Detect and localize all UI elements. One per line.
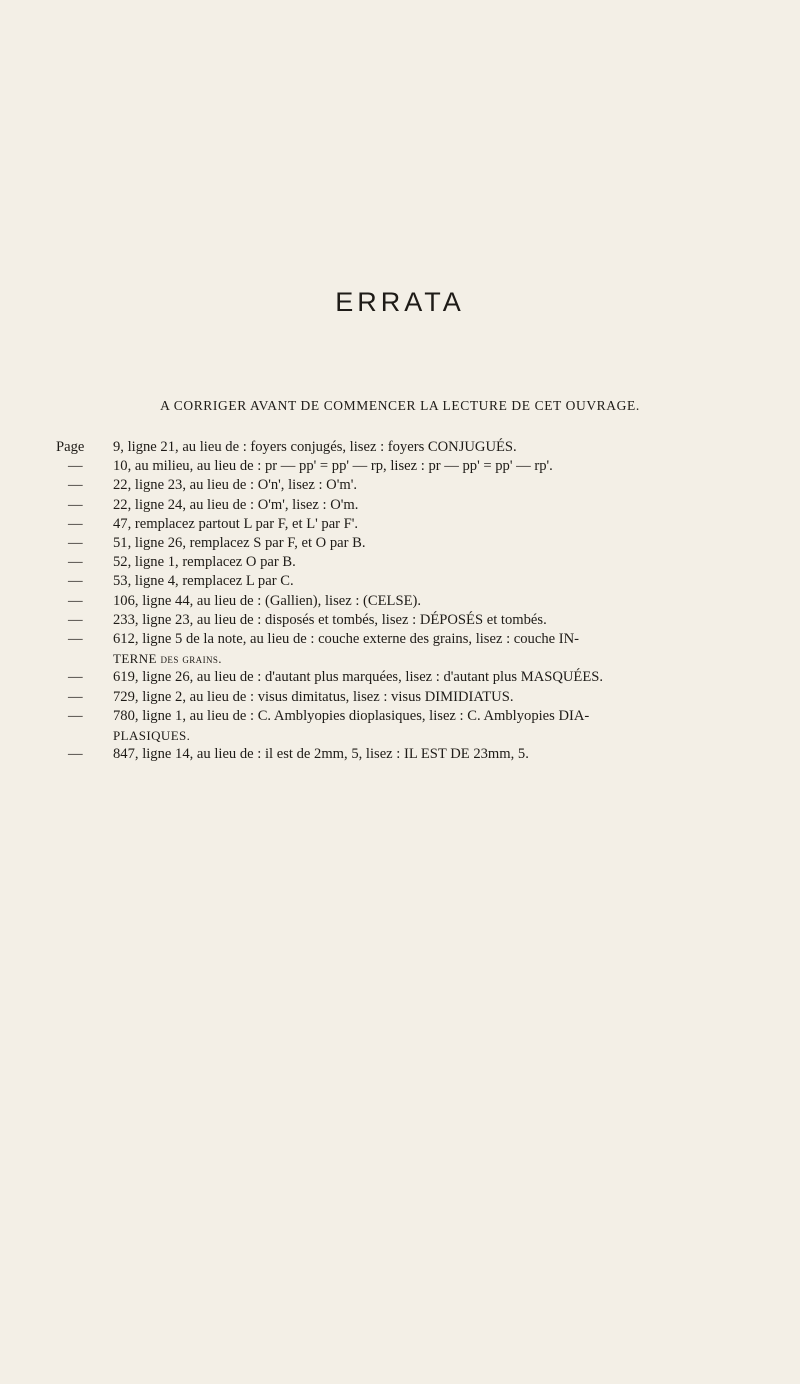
dash-marker: — — [68, 477, 83, 494]
correction-text: 52, ligne 1, remplacez O par B. — [113, 554, 296, 571]
errata-entry — [56, 611, 776, 630]
correction-continuation: TERNE des grains. — [113, 651, 222, 667]
dash-marker: — — [68, 707, 83, 724]
correction-text: 53, ligne 4, remplacez L par C. — [113, 573, 294, 590]
dash-marker: — — [68, 746, 83, 763]
page-title: ERRATA — [335, 287, 465, 317]
dash-marker: — — [68, 458, 83, 475]
dash-marker: — — [68, 573, 83, 590]
correction-text: 619, ligne 26, au lieu de : d'autant plus marquées, lisez : d'autant plus MASQUÉES. — [113, 669, 604, 686]
correction-text: 780, ligne 1, au lieu de : C. Amblyopies dioplasiques, lisez : C. Amblyopies DIA- — [113, 707, 590, 724]
errata-list — [56, 438, 776, 764]
correction-text: 51, ligne 26, remplacez S par F, et O par B. — [113, 535, 366, 552]
errata-entry — [56, 688, 776, 707]
errata-entry — [56, 745, 776, 764]
dash-marker: — — [68, 688, 83, 705]
errata-entry — [56, 707, 776, 745]
errata-entry — [56, 476, 776, 495]
dash-marker: — — [68, 535, 83, 552]
correction-text: 233, ligne 23, au lieu de : disposés et tombés, lisez : DÉPOSÉS et tombés. — [113, 611, 547, 628]
correction-text: 10, au milieu, au lieu de : pr — pp' = pp' — rp, lisez : pr — pp' = pp' — rp'. — [113, 458, 553, 475]
errata-entry — [56, 668, 776, 687]
errata-entry — [56, 438, 776, 457]
errata-entry — [56, 630, 776, 668]
dash-marker: — — [68, 496, 83, 513]
errata-entry — [56, 553, 776, 572]
errata-entry — [56, 515, 776, 534]
correction-text: 106, ligne 44, au lieu de : (Gallien), lisez : (CELSE). — [113, 592, 422, 609]
correction-text: 22, ligne 24, au lieu de : O'm', lisez : O'm. — [113, 496, 359, 513]
dash-marker: — — [68, 515, 83, 532]
correction-continuation: PLASIQUES. — [113, 728, 191, 744]
correction-text: 612, ligne 5 de la note, au lieu de : couche externe des grains, lisez : couche IN- — [113, 631, 580, 648]
dash-marker: — — [68, 592, 83, 609]
errata-entry — [56, 534, 776, 553]
correction-text: 847, ligne 14, au lieu de : il est de 2mm, 5, lisez : IL EST DE 23mm, 5. — [113, 746, 529, 763]
dash-marker: — — [68, 631, 83, 648]
errata-entry — [56, 496, 776, 515]
page-subtitle: A CORRIGER AVANT DE COMMENCER LA LECTURE DE CET OUVRAGE. — [160, 398, 640, 413]
errata-entry — [56, 592, 776, 611]
correction-text: 9, ligne 21, au lieu de : foyers conjugés, lisez : foyers CONJUGUÉS. — [113, 439, 517, 455]
dash-marker: — — [68, 669, 83, 686]
errata-entry — [56, 457, 776, 476]
page-label: Page — [56, 439, 85, 455]
correction-text: 729, ligne 2, au lieu de : visus dimitatus, lisez : visus DIMIDIATUS. — [113, 688, 514, 705]
dash-marker: — — [68, 554, 83, 571]
errata-entry — [56, 572, 776, 591]
correction-text: 47, remplacez partout L par F, et L' par F'. — [113, 515, 359, 532]
dash-marker: — — [68, 611, 83, 628]
correction-text: 22, ligne 23, au lieu de : O'n', lisez : O'm'. — [113, 477, 357, 494]
